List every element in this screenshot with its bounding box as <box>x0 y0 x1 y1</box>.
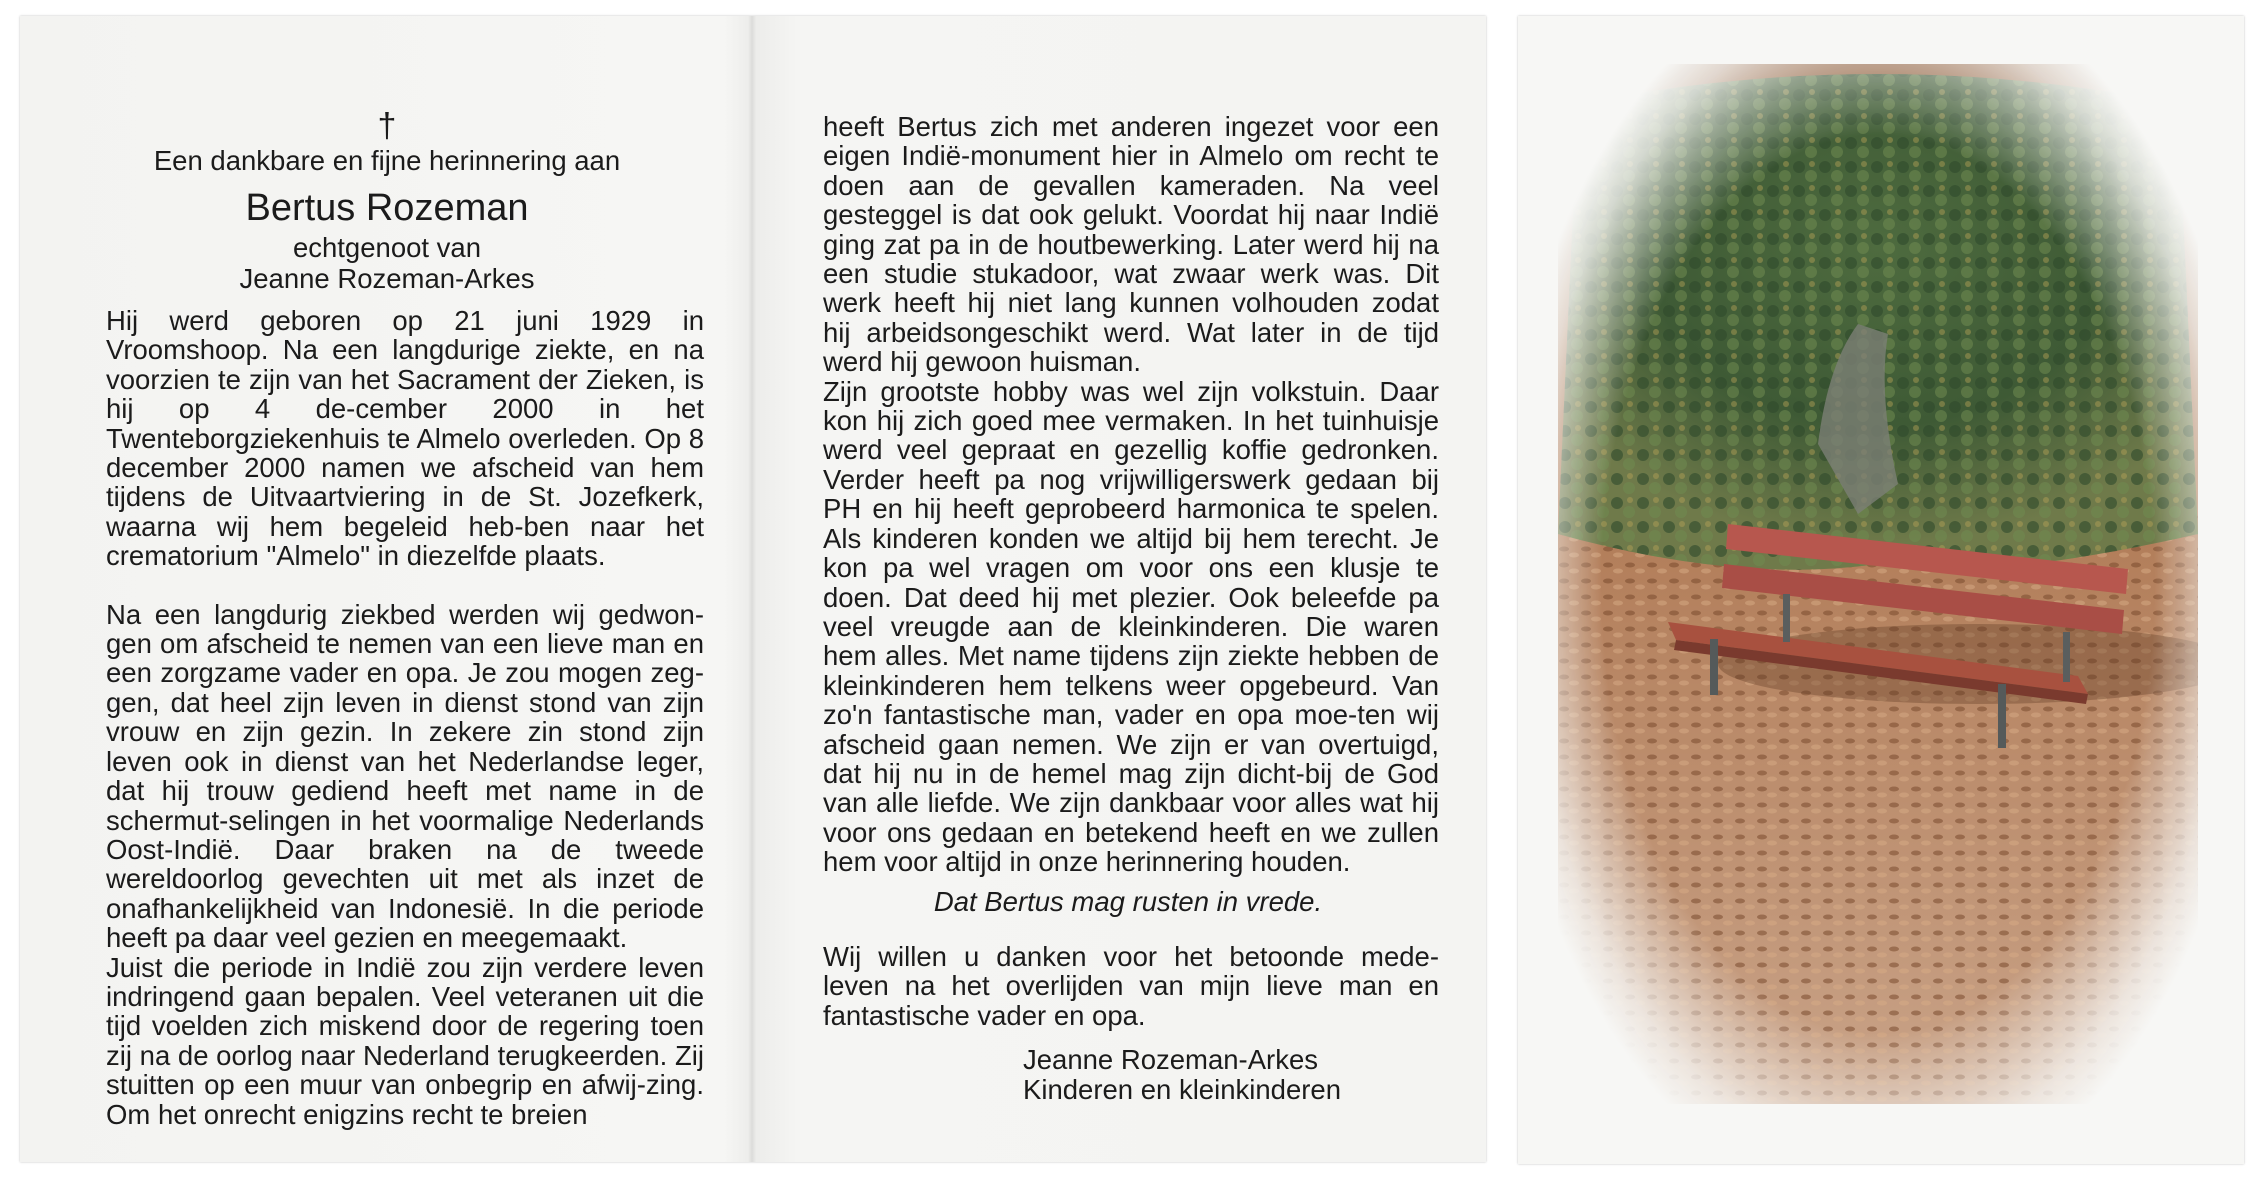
park-bench-image <box>1558 64 2198 1104</box>
signature <box>1023 1045 1439 1104</box>
biography-paragraph-3: Juist die periode in Indië zou zijn verdere leven indringend gaan bepalen. Veel veteranen uit die tijd voelden zich miskend door de regering toen zij na de oorlog naar Nederland terugkeerden. Zij stuitten op een muur van onbegrip en afwij-zing. Om het onrecht enigzins recht te breien <box>106 951 704 1130</box>
cross-icon: † <box>377 107 397 145</box>
biography-paragraph-5: Zijn grootste hobby was wel zijn volkstuin. Daar kon hij zich goed mee vermaken. In het tuinhuisje werd veel gepraat en gezellig koffie gedronken. Verder heeft pa nog vrijwilligerswerk gedaan bij PH en hij heeft geprobeerd harmonica te spelen. Als kinderen konden we altijd bij hem terecht. Je kon pa wel vragen om voor ons een klusje te doen. Dat deed hij met plezier. Ook beleefde pa veel vreugde aan de kleinkinderen. Die waren hem alles. Met name tijdens zijn ziekte hebben de kleinkinderen hem telkens weer opgebeurd. Van zo'n fantastische man, vader en opa moe-ten wij afscheid gaan nemen. We zijn er van overtuigd, dat hij nu in de hemel mag zijn dicht-bij de God van alle liefde. We zijn dankbaar voor alles wat hij voor ons gedaan en betekend heeft en we zullen hem voor altijd in onze herinnering houden. <box>823 375 1439 878</box>
left-page <box>106 16 704 1129</box>
signature-line-1: Jeanne Rozeman-Arkes <box>1023 1044 1319 1076</box>
thanks-paragraph: Wij willen u danken voor het betoonde mede-leven na het overlijden van mijn lieve man en fantastische vader en opa. <box>823 940 1439 1031</box>
intro-line: Een dankbare en fijne herinnering aan <box>153 145 621 176</box>
deceased-name: Bertus Rozeman <box>245 187 529 229</box>
biography-paragraph-1: Hij werd geboren op 21 juni 1929 in Vroomshoop. Na een langdurige ziekte, en na voorzien te zijn van het Sacrament der Zieken, is hij op 4 de-cember 2000 in het Twenteborgziekenhuis te Almelo overleden. Op 8 december 2000 namen we afscheid van hem tijdens de Uitvaartviering in de St. Jozefkerk, waarna wij hem begeleid heb-ben naar het crematorium "Almelo" in diezelfde plaats. <box>106 305 704 572</box>
signature-line-2: Kinderen en kleinkinderen <box>1023 1073 1341 1105</box>
relation-line: echtgenoot van <box>292 232 482 263</box>
biography-paragraph-4: heeft Bertus zich met anderen ingezet voor een eigen Indië-monument hier in Almelo om recht te doen aan de gevallen kameraden. Na veel gesteggel is dat ook gelukt. Voordat hij naar Indië ging zat pa in de houtbewerking. Later werd hij na een studie stukadoor, wat zwaar werk was. Dit werk heeft hij niet lang kunnen volhouden zodat hij arbeidsongeschikt werd. Wat later in de tijd werd hij gewoon huisman. <box>823 111 1439 378</box>
memorial-card-inside <box>20 16 1486 1162</box>
middle-page <box>823 16 1439 1104</box>
biography-paragraph-2: Na een langdurig ziekbed werden wij gedwon-gen om afscheid te nemen van een lieve man en een zorgzame vader en opa. Je zou mogen zeg-gen, dat heel zijn leven in dienst stond van zijn vrouw en zijn gezin. In zekere zin stond zijn leven ook in dienst van het Nederlandse leger, dat hij trouw gediend heeft met name in de schermut-selingen in het voormalige Nederlands Oost-Indië. Daar braken na de tweede wereldoorlog gevechten uit met als inzet de onafhankelijkheid van Indonesië. In die periode heeft pa daar veel gezien en meegemaakt. <box>106 598 704 954</box>
memorial-card-front <box>1518 16 2244 1164</box>
spouse-name: Jeanne Rozeman-Arkes <box>239 263 535 294</box>
card-fold <box>748 16 756 1162</box>
rest-in-peace-quote: Dat Bertus mag rusten in vrede. <box>933 885 1323 917</box>
bench-photo <box>1558 64 2198 1104</box>
card-heading <box>70 108 704 294</box>
